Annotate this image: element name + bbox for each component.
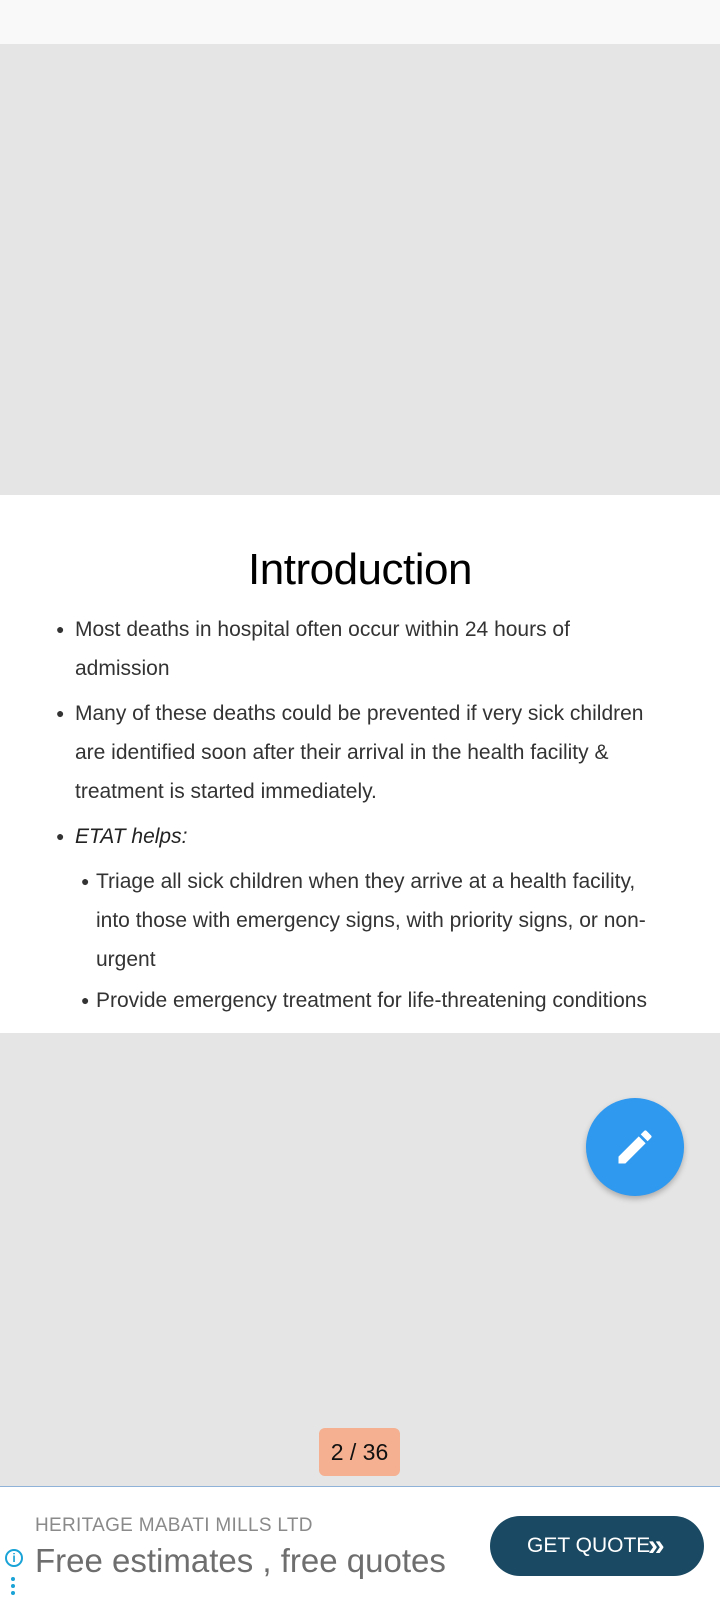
more-options-icon[interactable] [11, 1577, 17, 1598]
get-quote-label: GET QUOTE [527, 1534, 651, 1557]
sub-bullet-text: Provide emergency treatment for life-threatening conditions [96, 989, 647, 1012]
bullet-list [0, 610, 720, 1022]
bullet-text: Most deaths in hospital often occur within 24 hours of admission [75, 618, 570, 680]
bullet-dot-icon: ● [56, 621, 65, 637]
ad-banner[interactable] [0, 1486, 720, 1601]
list-item [0, 981, 720, 1020]
list-item [0, 862, 720, 979]
bullet-dot-icon: ● [56, 705, 65, 721]
bullet-dot-icon: ● [56, 828, 65, 844]
double-chevron-right-icon: » [648, 1529, 665, 1562]
sub-bullet-text: Triage all sick children when they arrive at a health facility, into those with emergency signs, with priority signs, or non-urgent [96, 870, 646, 971]
slide-title: Introduction [248, 545, 472, 594]
bullet-dot-icon: ● [81, 873, 90, 889]
info-icon[interactable]: i [5, 1549, 23, 1567]
list-item [0, 817, 720, 856]
slide-view[interactable] [0, 495, 720, 1033]
edit-fab-button[interactable] [586, 1098, 684, 1196]
list-item [0, 610, 720, 688]
pencil-icon [613, 1125, 657, 1169]
list-item [0, 694, 720, 811]
get-quote-button[interactable] [490, 1516, 704, 1576]
top-bar [0, 0, 720, 44]
ad-headline: Free estimates , free quotes [35, 1542, 446, 1579]
ad-company: HERITAGE MABATI MILLS LTD [35, 1515, 313, 1536]
page-counter: 2 / 36 [319, 1428, 400, 1476]
bullet-text: ETAT helps: [75, 825, 188, 848]
bullet-dot-icon: ● [81, 992, 90, 1008]
bullet-text: Many of these deaths could be prevented if very sick children are identified soon after their arrival in the health facility & treatment is started immediately. [75, 702, 644, 803]
